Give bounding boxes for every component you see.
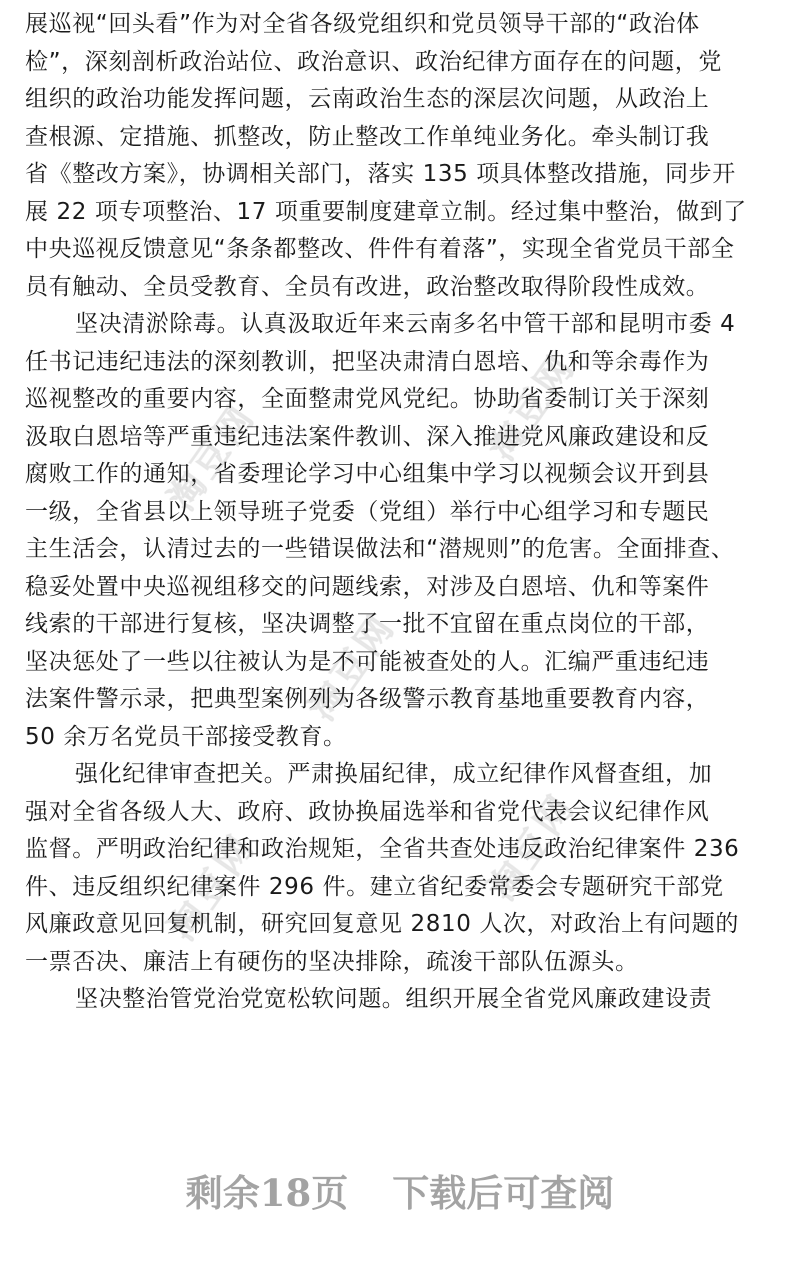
document-body bbox=[25, 6, 775, 1019]
text-line: 展 22 项专项整治、17 项重要制度建章立制。经过集中整治，做到了 bbox=[25, 198, 747, 225]
text-line: 检”，深刻剖析政治站位、政治意识、政治纪律方面存在的问题，党 bbox=[25, 48, 722, 75]
paragraph-first-line: 坚决清淤除毒。认真汲取近年来云南多名中管干部和昆明市委 4 bbox=[75, 311, 736, 337]
text-line: 任书记违纪违法的深刻教训，把坚决肃清白恩培、仇和等余毒作为 bbox=[25, 348, 710, 375]
remaining-pages-label: 剩余18页 bbox=[185, 1171, 349, 1215]
text-line: 一票否决、廉洁上有硬伤的坚决排除，疏浚干部队伍源头。 bbox=[25, 948, 639, 975]
watermark-text: 淘豆网 bbox=[301, 606, 404, 729]
text-line: 组织的政治功能发挥问题，云南政治生态的深层次问题，从政治上 bbox=[25, 86, 710, 112]
text-line: 监督。严明政治纪律和政治规矩，全省共查处违反政治纪律案件 236 bbox=[25, 836, 740, 862]
text-line: 强对全省各级人大、政府、政协换届选举和省党代表会议纪律作风 bbox=[25, 798, 710, 825]
text-line: 一级，全省县以上领导班子党委（党组）举行中心组学习和专题民 bbox=[25, 498, 710, 525]
watermark-text: 淘豆网 bbox=[161, 826, 264, 949]
watermark-text: 淘豆网 bbox=[481, 786, 584, 909]
text-line: 主生活会，认清过去的一些错误做法和“潜规则”的危害。全面排查、 bbox=[25, 536, 735, 562]
text-line: 件、违反组织纪律案件 296 件。建立省纪委常委会专题研究干部党 bbox=[25, 873, 724, 900]
text-line: 巡视整改的重要内容，全面整肃党风党纪。协助省委制订关于深刻 bbox=[25, 386, 710, 412]
paragraph-first-line: 坚决整治管党治党宽松软问题。组织开展全省党风廉政建设责 bbox=[75, 986, 713, 1012]
download-prompt-banner[interactable] bbox=[0, 1168, 800, 1218]
watermark-text: 淘豆网 bbox=[161, 396, 264, 519]
text-line: 查根源、定措施、抓整改，防止整改工作单纯业务化。牵头制订我 bbox=[25, 123, 710, 150]
text-line: 展巡视“回头看”作为对全省各级党组织和党员领导干部的“政治体 bbox=[25, 11, 700, 37]
text-line: 员有触动、全员受教育、全员有改进，政治整改取得阶段性成效。 bbox=[25, 273, 710, 300]
text-line: 线索的干部进行复核，坚决调整了一批不宜留在重点岗位的干部， bbox=[25, 611, 710, 637]
text-line: 腐败工作的通知，省委理论学习中心组集中学习以视频会议开到县 bbox=[25, 461, 710, 487]
watermark-text: 淘豆网 bbox=[481, 346, 584, 469]
text-line: 法案件警示录，把典型案例列为各级警示教育基地重要教育内容， bbox=[25, 686, 710, 712]
text-line: 中央巡视反馈意见“条条都整改、件件有着落”，实现全省党员干部全 bbox=[25, 236, 735, 262]
paragraph-first-line: 强化纪律审查把关。严肃换届纪律，成立纪律作风督查组，加 bbox=[75, 761, 713, 787]
download-hint-label: 下载后可查阅 bbox=[392, 1171, 615, 1215]
text-line: 50 余万名党员干部接受教育。 bbox=[25, 723, 347, 750]
text-line: 稳妥处置中央巡视组移交的问题线索，对涉及白恩培、仇和等案件 bbox=[25, 573, 710, 600]
text-line: 省《整改方案》，协调相关部门，落实 135 项具体整改措施，同步开 bbox=[25, 161, 736, 187]
text-line: 坚决惩处了一些以往被认为是不可能被查处的人。汇编严重违纪违 bbox=[25, 648, 710, 675]
text-line: 风廉政意见回复机制，研究回复意见 2810 人次，对政治上有问题的 bbox=[25, 911, 739, 937]
text-line: 汲取白恩培等严重违纪违法案件教训、深入推进党风廉政建设和反 bbox=[25, 423, 710, 450]
